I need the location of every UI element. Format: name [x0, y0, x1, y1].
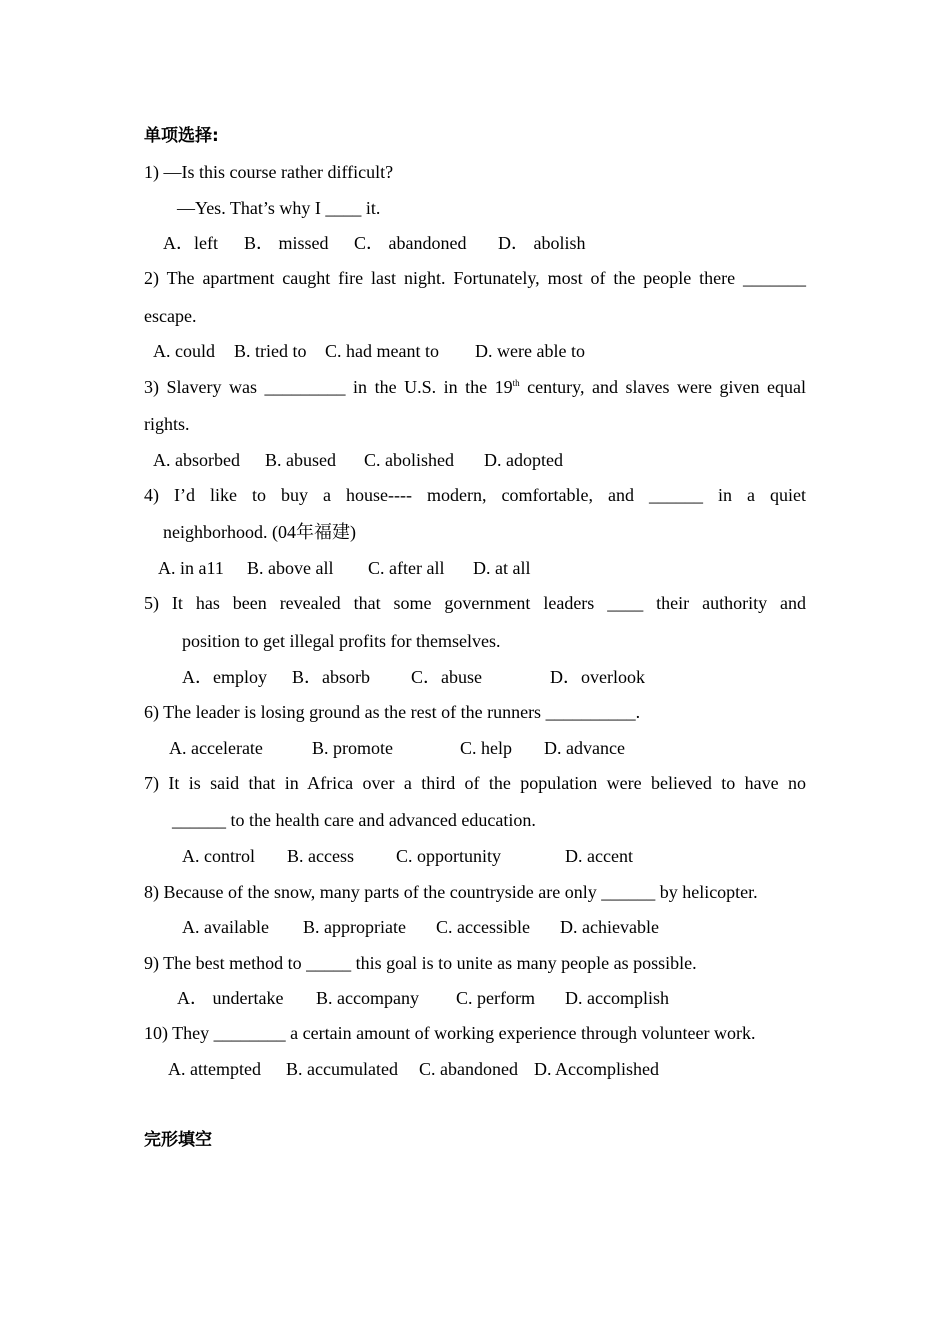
option-d: D. Accomplished — [534, 1059, 659, 1079]
question-3-line-2: rights. — [144, 414, 190, 434]
option-d: D. advance — [544, 738, 625, 758]
option-d: D. achievable — [560, 917, 659, 937]
option-c: C. accessible — [436, 917, 530, 937]
option-a: A. available — [182, 917, 269, 937]
option-b: B. above all — [247, 558, 334, 578]
option-a: A. in a11 — [158, 558, 224, 578]
question-3-line-1 — [144, 376, 806, 398]
option-b: B. tried to — [234, 341, 307, 361]
question-1-line-2: —Yes. That’s why I ____ it. — [177, 198, 381, 218]
question-3-text-before: 3) Slavery was _________ in the U.S. in the 19 — [144, 377, 513, 397]
option-a: A．employ — [182, 667, 267, 687]
section-heading-single-choice: 单项选择: — [144, 126, 219, 146]
question-7-line-1: 7) It is said that in Africa over a third of the population were believed to have no — [144, 773, 806, 793]
option-b: B. access — [287, 846, 354, 866]
option-d: D. accomplish — [565, 988, 669, 1008]
question-4-line-2: neighborhood. (04年福建) — [163, 522, 356, 542]
question-6-line-1: 6) The leader is losing ground as the rest of the runners __________. — [144, 702, 641, 722]
option-b: B. appropriate — [303, 917, 406, 937]
option-b: B. promote — [312, 738, 393, 758]
question-8-line-1: 8) Because of the snow, many parts of the countryside are only ______ by helicopter. — [144, 882, 758, 902]
option-c: C．abuse — [411, 667, 482, 687]
question-3-text-after: century, and slaves were given equal — [519, 377, 806, 397]
option-c: C. after all — [368, 558, 445, 578]
option-a: A. accelerate — [169, 738, 263, 758]
option-d: D. accent — [565, 846, 633, 866]
question-10-line-1: 10) They ________ a certain amount of working experience through volunteer work. — [144, 1023, 756, 1043]
option-c: C. abolished — [364, 450, 454, 470]
option-b: B. accumulated — [286, 1059, 398, 1079]
option-c: C. help — [460, 738, 512, 758]
option-d: D. at all — [473, 558, 531, 578]
option-b: B. abused — [265, 450, 336, 470]
question-9-line-1: 9) The best method to _____ this goal is to unite as many people as possible. — [144, 953, 697, 973]
option-a: A. could — [153, 341, 215, 361]
option-c: C. abandoned — [419, 1059, 518, 1079]
question-5-line-1: 5) It has been revealed that some government leaders ____ their authority and — [144, 593, 806, 613]
option-d: D． abolish — [498, 233, 586, 253]
question-2-line-1: 2) The apartment caught fire last night. Fortunately, most of the people there _______ — [144, 268, 806, 288]
option-b: B. accompany — [316, 988, 419, 1008]
option-a: A. attempted — [168, 1059, 261, 1079]
question-1-line-1: 1) —Is this course rather difficult? — [144, 162, 394, 182]
option-c: C． abandoned — [354, 233, 467, 253]
option-d: D．overlook — [550, 667, 645, 687]
question-5-line-2: position to get illegal profits for themselves. — [182, 631, 501, 651]
option-a: A. absorbed — [153, 450, 240, 470]
question-7-line-2: ______ to the health care and advanced education. — [172, 810, 536, 830]
option-b: B． missed — [244, 233, 329, 253]
option-a: A．left — [163, 233, 218, 253]
option-c: C. perform — [456, 988, 535, 1008]
question-4-line-1: 4) I’d like to buy a house---- modern, comfortable, and ______ in a quiet — [144, 485, 806, 505]
option-a: A. control — [182, 846, 255, 866]
question-2-line-2: escape. — [144, 306, 197, 326]
option-c: C. had meant to — [325, 341, 439, 361]
option-c: C. opportunity — [396, 846, 502, 866]
option-d: D. were able to — [475, 341, 585, 361]
option-d: D. adopted — [484, 450, 563, 470]
option-b: B．absorb — [292, 667, 370, 687]
option-a: A． undertake — [177, 988, 284, 1008]
ordinal-superscript: th — [512, 378, 520, 388]
section-heading-cloze: 完形填空 — [144, 1130, 212, 1150]
